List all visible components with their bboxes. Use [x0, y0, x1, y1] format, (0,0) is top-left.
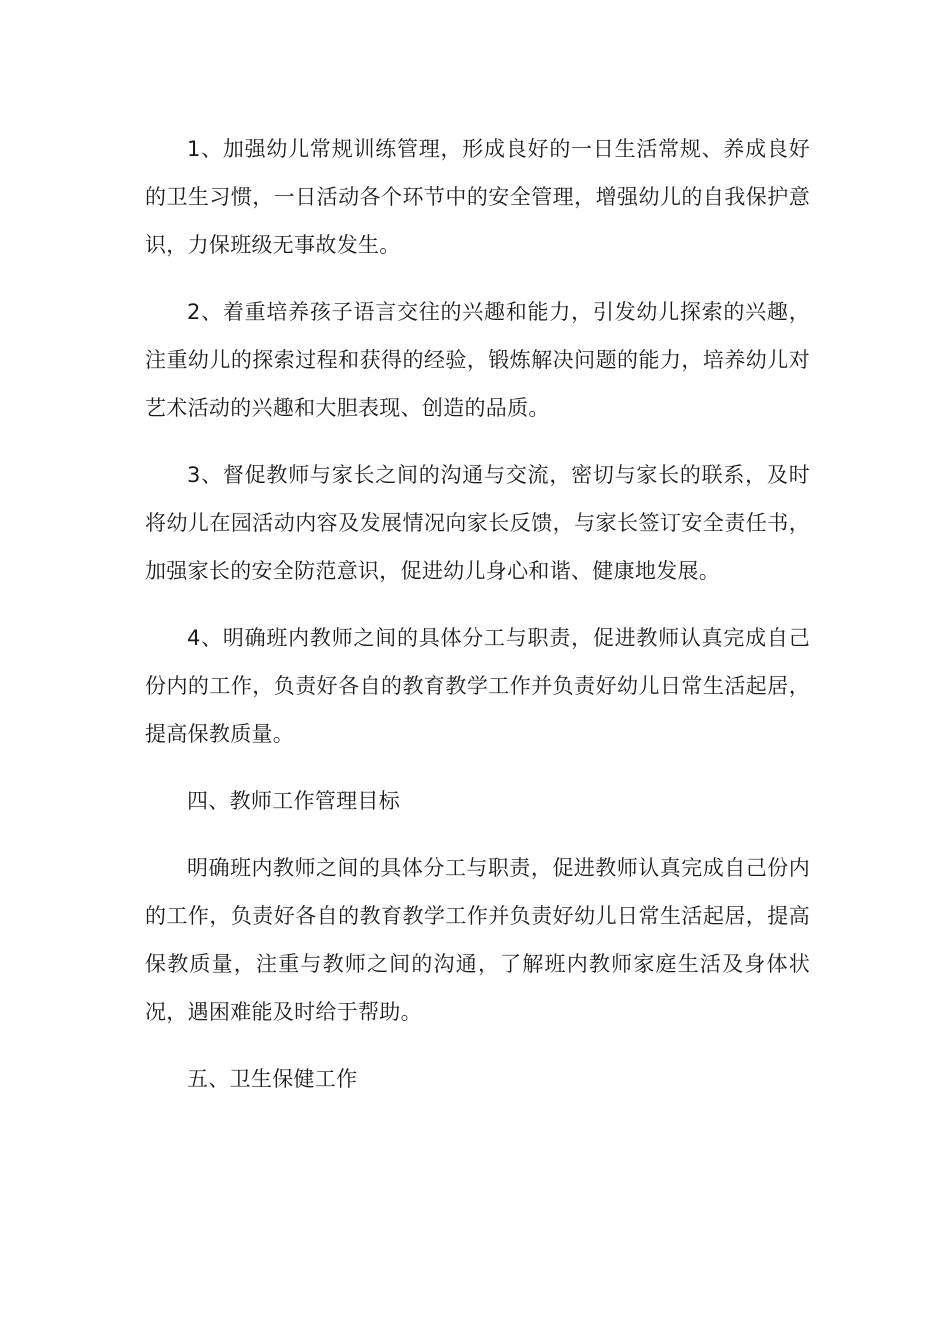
- document-body: [145, 125, 810, 1122]
- section-body-teacher-management: 明确班内教师之间的具体分工与职责，促进教师认真完成自己份内的工作，负责好各自的教育教学工作并负责好幼儿日常生活起居，提高保教质量，注重与教师之间的沟通，了解班内教师家庭生活及身体状况，遇困难能及时给于帮助。: [145, 856, 810, 1024]
- paragraph-item-2: 2、着重培养孩子语言交往的兴趣和能力，引发幼儿探索的兴趣，注重幼儿的探索过程和获得的经验，锻炼解决问题的能力，培养幼儿对艺术活动的兴趣和大胆表现、创造的品质。: [145, 300, 810, 420]
- section-heading-health-care: 五、卫生保健工作: [187, 1067, 358, 1091]
- section-heading-teacher-management: 四、教师工作管理目标: [187, 789, 400, 813]
- paragraph-item-1: 1、加强幼儿常规训练管理，形成良好的一日生活常规、养成良好的卫生习惯，一日活动各个环节中的安全管理，增强幼儿的自我保护意识，力保班级无事故发生。: [145, 137, 810, 257]
- paragraph-item-3: 3、督促教师与家长之间的沟通与交流，密切与家长的联系，及时将幼儿在园活动内容及发展情况向家长反馈，与家长签订安全责任书，加强家长的安全防范意识，促进幼儿身心和谐、健康地发展。: [145, 463, 810, 583]
- paragraph-item-4: 4、明确班内教师之间的具体分工与职责，促进教师认真完成自己份内的工作，负责好各自的教育教学工作并负责好幼儿日常生活起居，提高保教质量。: [145, 626, 810, 746]
